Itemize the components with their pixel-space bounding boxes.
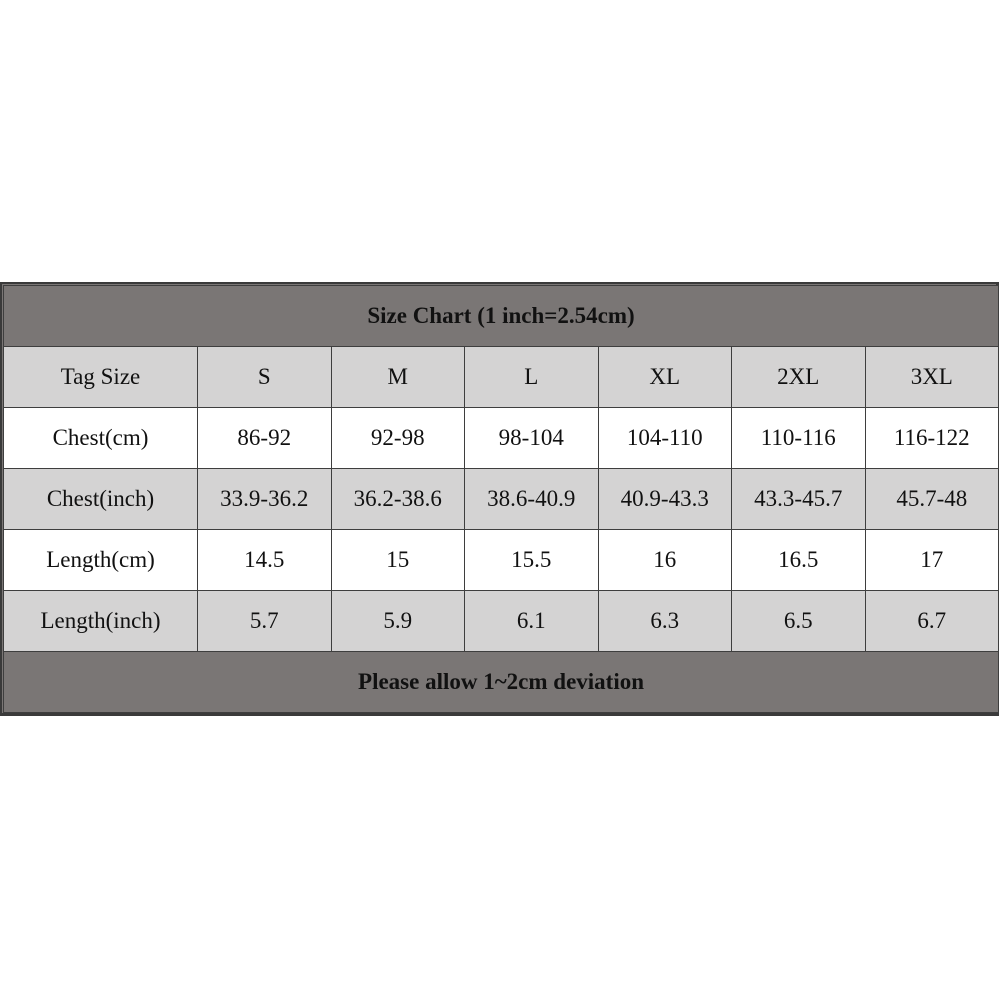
table-row — [4, 408, 999, 469]
table-cell: 38.6-40.9 — [465, 469, 599, 530]
table-cell: 14.5 — [198, 530, 332, 591]
header-size-m: M — [331, 347, 465, 408]
title-row — [4, 286, 999, 347]
table-cell: 5.7 — [198, 591, 332, 652]
deviation-note: Please allow 1~2cm deviation — [4, 652, 999, 713]
header-label: Tag Size — [4, 347, 198, 408]
header-size-3xl: 3XL — [865, 347, 999, 408]
table-row — [4, 591, 999, 652]
table-cell: 15.5 — [465, 530, 599, 591]
table-cell: 36.2-38.6 — [331, 469, 465, 530]
table-cell: 40.9-43.3 — [598, 469, 732, 530]
table-cell: 104-110 — [598, 408, 732, 469]
row-label: Length(inch) — [4, 591, 198, 652]
table-row — [4, 530, 999, 591]
table-row — [4, 469, 999, 530]
table-cell: 6.7 — [865, 591, 999, 652]
chart-title: Size Chart (1 inch=2.54cm) — [4, 286, 999, 347]
row-label: Length(cm) — [4, 530, 198, 591]
size-table — [3, 285, 999, 713]
table-cell: 43.3-45.7 — [732, 469, 866, 530]
table-cell: 86-92 — [198, 408, 332, 469]
table-cell: 17 — [865, 530, 999, 591]
table-cell: 33.9-36.2 — [198, 469, 332, 530]
table-cell: 5.9 — [331, 591, 465, 652]
header-size-l: L — [465, 347, 599, 408]
size-chart — [0, 282, 999, 716]
table-cell: 16.5 — [732, 530, 866, 591]
table-cell: 110-116 — [732, 408, 866, 469]
table-cell: 92-98 — [331, 408, 465, 469]
header-size-2xl: 2XL — [732, 347, 866, 408]
footer-row — [4, 652, 999, 713]
table-cell: 6.3 — [598, 591, 732, 652]
table-cell: 6.5 — [732, 591, 866, 652]
table-cell: 16 — [598, 530, 732, 591]
row-label: Chest(inch) — [4, 469, 198, 530]
table-cell: 98-104 — [465, 408, 599, 469]
row-label: Chest(cm) — [4, 408, 198, 469]
table-cell: 6.1 — [465, 591, 599, 652]
table-cell: 15 — [331, 530, 465, 591]
header-size-xl: XL — [598, 347, 732, 408]
header-size-s: S — [198, 347, 332, 408]
header-row — [4, 347, 999, 408]
table-cell: 116-122 — [865, 408, 999, 469]
table-cell: 45.7-48 — [865, 469, 999, 530]
